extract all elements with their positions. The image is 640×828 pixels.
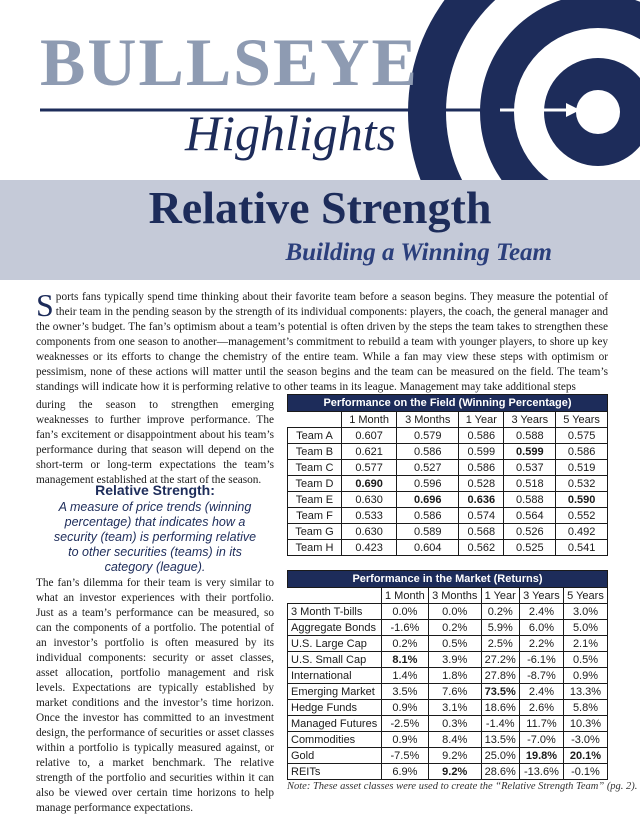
row-label: 3 Month T-bills xyxy=(288,604,382,620)
row-label: Team H xyxy=(288,540,342,556)
column-header: 3 Years xyxy=(504,412,556,428)
row-label: Team B xyxy=(288,444,342,460)
column-header: 5 Years xyxy=(556,412,608,428)
table-cell: 0.9% xyxy=(381,700,428,716)
table-cell: 0.492 xyxy=(556,524,608,540)
table-cell: 2.4% xyxy=(519,604,563,620)
table-cell: 7.6% xyxy=(428,684,481,700)
table-row xyxy=(288,444,608,460)
table-cell: 0.586 xyxy=(556,444,608,460)
table-cell: 3.0% xyxy=(563,604,607,620)
table-cell: 0.590 xyxy=(556,492,608,508)
column-header: 5 Years xyxy=(563,588,607,604)
row-label: REITs xyxy=(288,764,382,780)
header-blank-cell xyxy=(288,588,382,604)
row-label: Managed Futures xyxy=(288,716,382,732)
table-cell: 5.8% xyxy=(563,700,607,716)
table-cell: 0.541 xyxy=(556,540,608,556)
row-label: Gold xyxy=(288,748,382,764)
article-subtitle: Building a Winning Team xyxy=(285,239,552,266)
table-row xyxy=(288,428,608,444)
table-cell: 0.552 xyxy=(556,508,608,524)
table-cell: 2.2% xyxy=(519,636,563,652)
table-cell: 3.1% xyxy=(428,700,481,716)
table-cell: 0.537 xyxy=(504,460,556,476)
table-cell: -1.4% xyxy=(481,716,519,732)
table-cell: -3.0% xyxy=(563,732,607,748)
table-cell: 0.519 xyxy=(556,460,608,476)
table-cell: 2.4% xyxy=(519,684,563,700)
column-header: 1 Month xyxy=(341,412,396,428)
column-header: 3 Years xyxy=(519,588,563,604)
table-cell: 0.5% xyxy=(428,636,481,652)
row-label: Aggregate Bonds xyxy=(288,620,382,636)
table-cell: 0.586 xyxy=(397,444,459,460)
table-cell: 27.8% xyxy=(481,668,519,684)
table-cell: 0.423 xyxy=(341,540,396,556)
table-cell: 28.6% xyxy=(481,764,519,780)
table-cell: 25.0% xyxy=(481,748,519,764)
table-cell: 0.0% xyxy=(381,604,428,620)
table-cell: 0.586 xyxy=(397,508,459,524)
table-caption: Performance in the Market (Returns) xyxy=(288,571,608,588)
brand-title: BULLSEYE xyxy=(40,24,419,100)
field-performance-table xyxy=(287,394,608,556)
row-label: Emerging Market xyxy=(288,684,382,700)
table-cell: 0.3% xyxy=(428,716,481,732)
row-label: Hedge Funds xyxy=(288,700,382,716)
table-cell: 0.0% xyxy=(428,604,481,620)
table-row xyxy=(288,700,608,716)
table-cell: 0.579 xyxy=(397,428,459,444)
table-cell: -7.0% xyxy=(519,732,563,748)
table-cell: 0.9% xyxy=(563,668,607,684)
table-cell: 0.586 xyxy=(459,460,504,476)
table-row xyxy=(288,732,608,748)
table-cell: 0.562 xyxy=(459,540,504,556)
table-cell: 18.6% xyxy=(481,700,519,716)
table-cell: 11.7% xyxy=(519,716,563,732)
table-cell: 13.5% xyxy=(481,732,519,748)
row-label: International xyxy=(288,668,382,684)
highlights-title: Highlights xyxy=(185,105,397,161)
row-label: Team C xyxy=(288,460,342,476)
table-cell: 0.586 xyxy=(459,428,504,444)
table-row xyxy=(288,604,608,620)
table-cell: 2.5% xyxy=(481,636,519,652)
row-label: Team G xyxy=(288,524,342,540)
table-cell: 0.636 xyxy=(459,492,504,508)
table-row xyxy=(288,524,608,540)
table-cell: 0.2% xyxy=(428,620,481,636)
header-blank-cell xyxy=(288,412,342,428)
table-cell: 0.564 xyxy=(504,508,556,524)
table-row xyxy=(288,540,608,556)
table-cell: 0.5% xyxy=(563,652,607,668)
column-header: 1 Year xyxy=(459,412,504,428)
row-label: Team A xyxy=(288,428,342,444)
table-cell: 0.518 xyxy=(504,476,556,492)
table-cell: -7.5% xyxy=(381,748,428,764)
table-cell: 5.0% xyxy=(563,620,607,636)
table-cell: 27.2% xyxy=(481,652,519,668)
table-cell: 1.4% xyxy=(381,668,428,684)
table-cell: 0.526 xyxy=(504,524,556,540)
table-cell: 13.3% xyxy=(563,684,607,700)
table-cell: 0.607 xyxy=(341,428,396,444)
row-label: Team D xyxy=(288,476,342,492)
table-cell: 2.6% xyxy=(519,700,563,716)
table-cell: 8.1% xyxy=(381,652,428,668)
table-cell: 0.532 xyxy=(556,476,608,492)
table-cell: 19.8% xyxy=(519,748,563,764)
table-cell: 0.604 xyxy=(397,540,459,556)
column-one-text: during the season to strengthen emerging weaknesses to further improve performance. The fan’s excitement or disappointment about his team’s performance during that season will depend on the short-term or long-term expectations the team’s management established at the start of the season. xyxy=(36,399,274,486)
table-cell: 0.568 xyxy=(459,524,504,540)
table-cell: -8.7% xyxy=(519,668,563,684)
table-cell: -6.1% xyxy=(519,652,563,668)
article-title: Relative Strength xyxy=(148,182,492,233)
table-cell: 0.696 xyxy=(397,492,459,508)
table-row xyxy=(288,716,608,732)
table-cell: 20.1% xyxy=(563,748,607,764)
table-cell: 0.589 xyxy=(397,524,459,540)
definition-body: A measure of price trends (winning percentage) that indicates how a security (team) is performing relative to other securities (teams) in its category (league). xyxy=(53,500,257,574)
table-cell: 0.599 xyxy=(459,444,504,460)
table-cell: 0.9% xyxy=(381,732,428,748)
market-performance-table xyxy=(287,570,608,780)
column-two-text: The fan’s dilemma for their team is very similar to what an investor experiences with their portfolio. Just as a team’s performance can be measured, so can the components of a portfolio. The potential of an investor’s portfolio is often measured by its individual components: security or asset classes, asset allocation, portfolio management and risk levels. Expectations are typically established by market conditions and the investor’s time horizon. Once the investor has committed to an investment design, the performance of securities or asset classes within a portfolio is typically measured against, or relative to, a market benchmark. The relative strength of the portfolio and securities within it can also be viewed over certain time horizons to help manage performance expectations. xyxy=(36,577,274,814)
table-cell: 10.3% xyxy=(563,716,607,732)
table-row xyxy=(288,748,608,764)
table-cell: 0.588 xyxy=(504,428,556,444)
table-cell: 0.527 xyxy=(397,460,459,476)
column-header: 3 Months xyxy=(397,412,459,428)
table-cell: 6.0% xyxy=(519,620,563,636)
table-cell: 2.1% xyxy=(563,636,607,652)
table-cell: 0.2% xyxy=(381,636,428,652)
table-cell: 1.8% xyxy=(428,668,481,684)
column-header: 1 Year xyxy=(481,588,519,604)
table-row xyxy=(288,476,608,492)
table-cell: 73.5% xyxy=(481,684,519,700)
table-cell: -0.1% xyxy=(563,764,607,780)
row-label: Team F xyxy=(288,508,342,524)
table-cell: 0.577 xyxy=(341,460,396,476)
table-cell: 0.574 xyxy=(459,508,504,524)
row-label: U.S. Small Cap xyxy=(288,652,382,668)
table-cell: 0.599 xyxy=(504,444,556,460)
table-cell: 9.2% xyxy=(428,748,481,764)
table-cell: 0.630 xyxy=(341,524,396,540)
table-row xyxy=(288,508,608,524)
table-row xyxy=(288,668,608,684)
row-label: Team E xyxy=(288,492,342,508)
table-cell: 0.528 xyxy=(459,476,504,492)
row-label: U.S. Large Cap xyxy=(288,636,382,652)
table-cell: -13.6% xyxy=(519,764,563,780)
table-row xyxy=(288,620,608,636)
table-cell: 8.4% xyxy=(428,732,481,748)
table-cell: 9.2% xyxy=(428,764,481,780)
table-row xyxy=(288,460,608,476)
table-row xyxy=(288,652,608,668)
table-cell: -1.6% xyxy=(381,620,428,636)
table-cell: 0.630 xyxy=(341,492,396,508)
column-header: 3 Months xyxy=(428,588,481,604)
table-cell: 0.621 xyxy=(341,444,396,460)
table-cell: 3.9% xyxy=(428,652,481,668)
table-cell: 0.690 xyxy=(341,476,396,492)
table-cell: 0.596 xyxy=(397,476,459,492)
table-note: Note: These asset classes were used to create the “Relative Strength Team” (pg. 2). xyxy=(287,781,638,792)
table-cell: 0.588 xyxy=(504,492,556,508)
column-header: 1 Month xyxy=(381,588,428,604)
table-cell: 0.2% xyxy=(481,604,519,620)
table-cell: 0.533 xyxy=(341,508,396,524)
drop-cap: S xyxy=(36,287,54,323)
table-cell: 5.9% xyxy=(481,620,519,636)
intro-paragraph xyxy=(36,287,608,395)
table-cell: -2.5% xyxy=(381,716,428,732)
table-cell: 6.9% xyxy=(381,764,428,780)
definition-title: Relative Strength: xyxy=(95,482,215,498)
table-cell: 3.5% xyxy=(381,684,428,700)
masthead xyxy=(0,0,640,180)
intro-text: ports fans typically spend time thinking about their favorite team before a season begins. They measure the potential of their team in the pending season by the strength of its individual components: players, the coach, the general manager and the owner’s budget. The fan’s optimism about a team’s potential is often driven by the steps the team takes to strengthen these components from one season to another—management’s commitment to rebuild a team with younger players, to shore up key weaknesses or its efforts to change the chemistry of the entire team. While a fan may view these steps with optimism or pessimism, none of these actions will matter until the season begins and the team can be measured on the field. The team’s standings will indicate how it is performing relative to other teams in its league. Management may take additional steps xyxy=(36,291,608,393)
row-label: Commodities xyxy=(288,732,382,748)
table-row xyxy=(288,764,608,780)
table-row xyxy=(288,492,608,508)
table-row xyxy=(288,684,608,700)
table-caption: Performance on the Field (Winning Percentage) xyxy=(288,395,608,412)
table-cell: 0.575 xyxy=(556,428,608,444)
table-row xyxy=(288,636,608,652)
table-cell: 0.525 xyxy=(504,540,556,556)
